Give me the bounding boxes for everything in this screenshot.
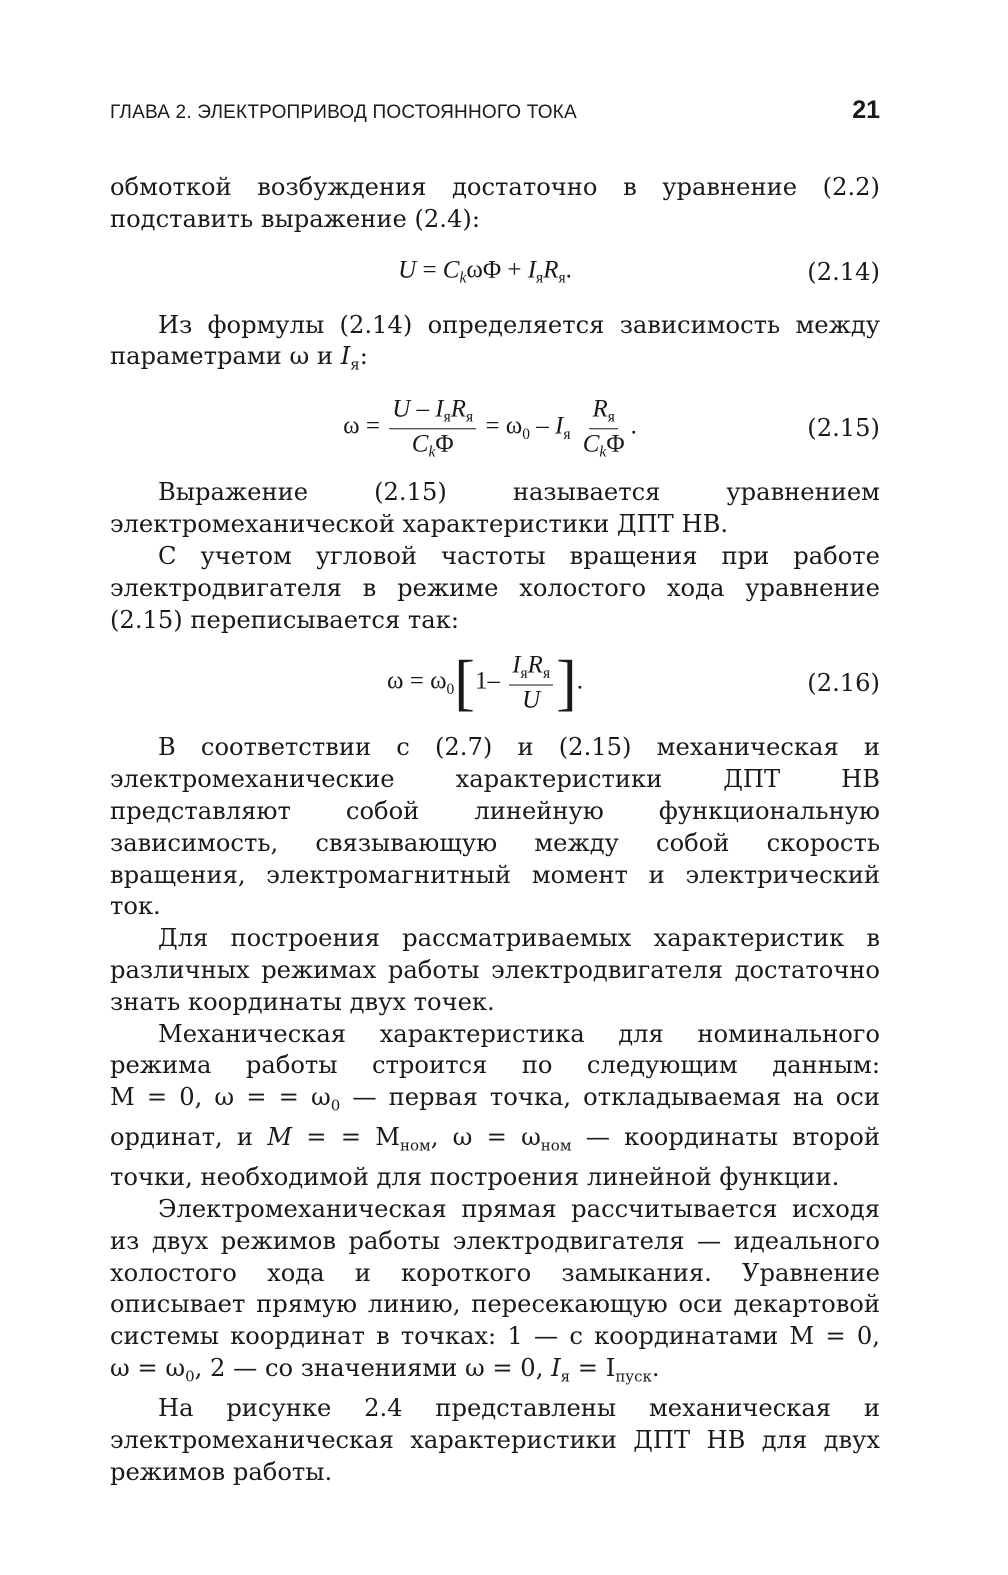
paragraph-4: С учетом угловой частоты вращения при работе электродвигателя в режиме холостого хода уравнение (2.15) переписывается так: <box>110 542 880 634</box>
equation-2-15 <box>110 389 880 467</box>
paragraph-8: Электромеханическая прямая рассчитывается исходя из двух режимов работы электродвигателя — идеального холостого хода и короткого замыкания. Уравнение описывает прямую линию, пересекающую оси декартовой системы координат в точках: 1 — с координатами M = 0, $\omega = \omega_0$, 2 — со значениями ω = 0, $I_я = I_{пуск}$. <box>110 1195 880 1386</box>
page-body <box>110 172 880 1489</box>
page-number: 21 <box>852 96 880 124</box>
running-header <box>110 92 880 132</box>
fraction: $\frac{R_я}{C_k\Phi}$ <box>582 395 625 461</box>
equation-2-16 <box>110 644 880 722</box>
equation-number: (2.16) <box>807 669 880 698</box>
formula-2-16: $\omega = \omega_0[1-$ $\frac{I_яR_я}{U}$ ]. <box>387 649 583 718</box>
fraction: $\frac{U - I_яR_я}{C_k\Phi}$ <box>389 396 476 461</box>
formula-2-14: $U = C_k\omega\Phi + I_яR_я$. <box>398 255 572 287</box>
formula-2-15: ω = $\frac{U - I_яR_я}{C_k\Phi}$ = $\omega_0 - I_я$ $\frac{R_я}{C_k\Phi}$ . <box>343 395 637 461</box>
equation-number: (2.14) <box>807 257 880 286</box>
chapter-title: ГЛАВА 2. ЭЛЕКТРОПРИВОД ПОСТОЯННОГО ТОКА <box>110 102 577 123</box>
fraction: $\frac{I_яR_я}{U}$ <box>509 652 553 715</box>
paragraph-2: Из формулы (2.14) определяется зависимость между параметрами ω и $I_я$: <box>110 310 880 374</box>
paragraph-1: обмоткой возбуждения достаточно в уравнение (2.2) подставить выражение (2.4): <box>110 173 880 233</box>
equation-number: (2.15) <box>807 414 880 443</box>
paragraph-3: Выражение (2.15) называется уравнением электромеханической характеристики ДПТ НВ. <box>110 478 880 539</box>
paragraph-5: В соответствии с (2.7) и (2.15) механическая и электромеханические характеристики ДПТ НВ представляют собой линейную функциональную зависимость, связывающую между собой скорость вращения, электромагнитный момент и электрический ток. <box>110 733 880 921</box>
paragraph-7: Механическая характеристика для номинального режима работы строится по следующим данным: M = 0, ω = = $\omega_0$ — первая точка, откладываемая на оси ординат, и M = = $M_{ном}$, $\omega = \omega_{ном}$ — координаты второй точки, необходимой для построения линейной функции. <box>110 1019 880 1192</box>
paragraph-9: На рисунке 2.4 представлены механическая и электромеханическая характеристики ДПТ НВ для двух режимов работы. <box>110 1394 880 1486</box>
paragraph-6: Для построения рассматриваемых характеристик в различных режимах работы электродвигателя достаточно знать координаты двух точек. <box>110 924 880 1016</box>
equation-2-14 <box>110 250 880 294</box>
